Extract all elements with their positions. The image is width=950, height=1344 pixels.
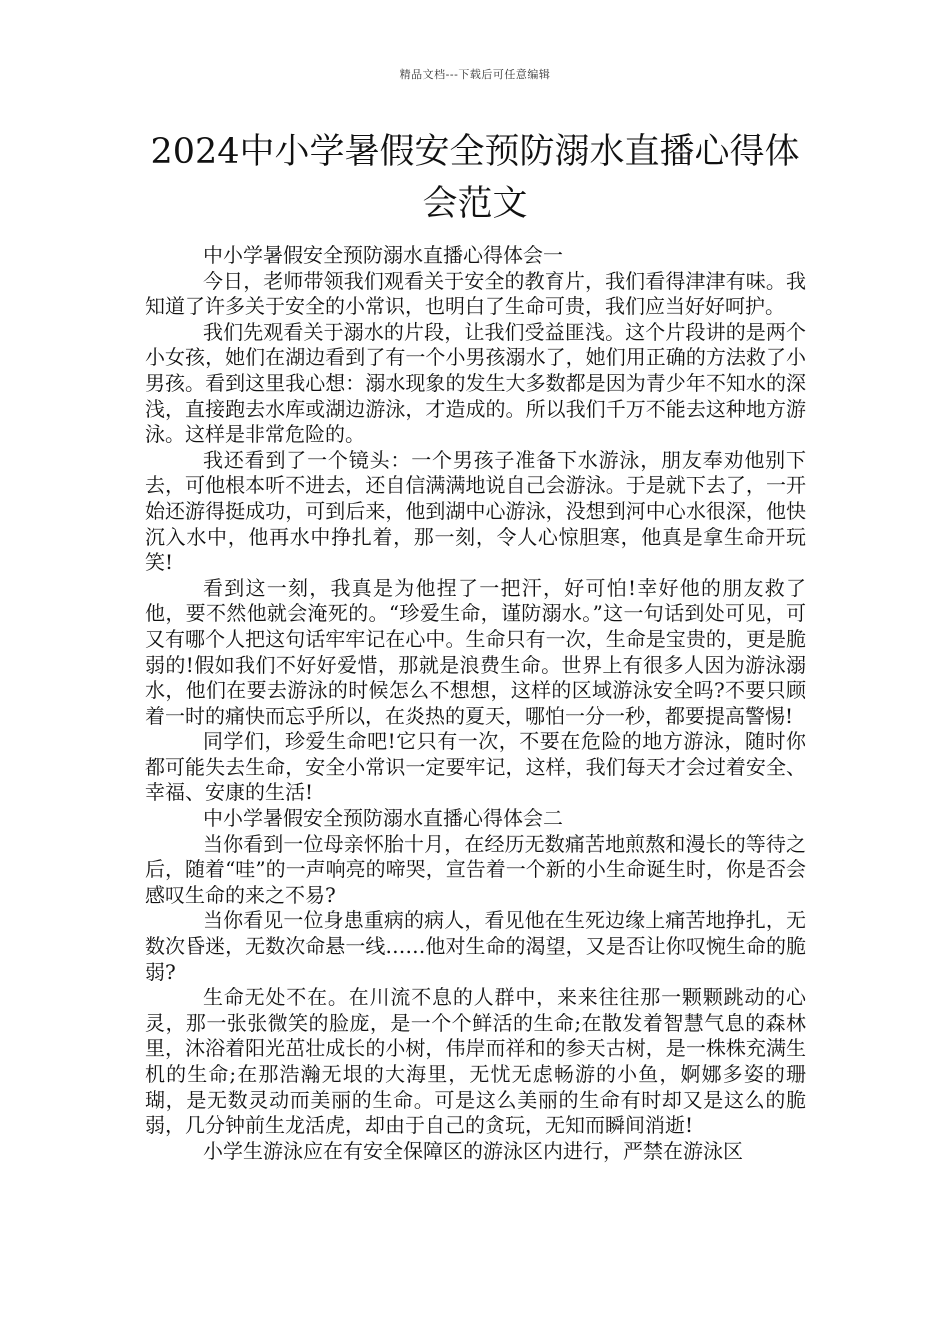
paragraph: 当你看到一位母亲怀胎十月，在经历无数痛苦地煎熬和漫长的等待之后，随着“哇”的一声响亮的啼哭，宣告着一个新的小生命诞生时，你是否会感叹生命的来之不易?	[145, 831, 806, 907]
paragraph: 当你看见一位身患重病的病人，看见他在生死边缘上痛苦地挣扎，无数次昏迷，无数次命悬一线……他对生命的渴望，又是否让你叹惋生命的脆弱?	[145, 908, 806, 984]
paragraph: 小学生游泳应在有安全保障区的游泳区内进行，严禁在游泳区	[203, 1138, 743, 1163]
paragraph: 我还看到了一个镜头：一个男孩子准备下水游泳，朋友奉劝他别下去，可他根本听不进去，还自信满满地说自己会游泳。于是就下去了，一开始还游得挺成功，可到后来，他到湖中心游泳，没想到河中心水很深，他快沉入水中，他再水中挣扎着，那一刻，令人心惊胆寒，他真是拿生命开玩笑!	[145, 447, 806, 575]
section-heading-2: 中小学暑假安全预防溺水直播心得体会二	[203, 806, 563, 831]
paragraph: 生命无处不在。在川流不息的人群中，来来往往那一颗颗跳动的心灵，那一张张微笑的脸庞，是一个个鲜活的生命;在散发着智慧气息的森林里，沐浴着阳光茁壮成长的小树，伟岸而祥和的参天古树，是一株株充满生机的生命;在那浩瀚无垠的大海里，无忧无虑畅游的小鱼，婀娜多姿的珊瑚，是无数灵动而美丽的生命。可是这么美丽的生命有时却又是这么的脆弱，几分钟前生龙活虎，却由于自己的贪玩，无知而瞬间消逝!	[145, 985, 806, 1138]
document-title: 2024中小学暑假安全预防溺水直播心得体会范文	[150, 132, 800, 224]
section-heading-1: 中小学暑假安全预防溺水直播心得体会一	[203, 243, 563, 267]
page-header: 精品文档---下载后可任意编辑	[399, 68, 551, 81]
paragraph: 看到这一刻，我真是为他捏了一把汗，好可怕!幸好他的朋友救了他，要不然他就会淹死的。“珍爱生命，谨防溺水。”这一句话到处可见，可又有哪个人把这句话牢牢记在心中。生命只有一次，生命是宝贵的，更是脆弱的!假如我们不好好爱惜，那就是浪费生命。世界上有很多人因为游泳溺水，他们在要去游泳的时候怎么不想想，这样的区域游泳安全吗?不要只顾着一时的痛快而忘乎所以，在炎热的夏天，哪怕一分一秒，都要提高警惕!	[145, 575, 806, 728]
paragraph: 我们先观看关于溺水的片段，让我们受益匪浅。这个片段讲的是两个小女孩，她们在湖边看到了有一个小男孩溺水了，她们用正确的方法救了小男孩。看到这里我心想：溺水现象的发生大多数都是因为青少年不知水的深浅，直接跑去水库或湖边游泳，才造成的。所以我们千万不能去这种地方游泳。这样是非常危险的。	[145, 319, 806, 447]
paragraph: 同学们，珍爱生命吧!它只有一次，不要在危险的地方游泳，随时你都可能失去生命，安全小常识一定要牢记，这样，我们每天才会过着安全、幸福、安康的生活!	[145, 729, 806, 805]
paragraph: 今日，老师带领我们观看关于安全的教育片，我们看得津津有味。我知道了许多关于安全的小常识，也明白了生命可贵，我们应当好好呵护。	[145, 268, 806, 319]
document-body	[145, 243, 806, 1164]
